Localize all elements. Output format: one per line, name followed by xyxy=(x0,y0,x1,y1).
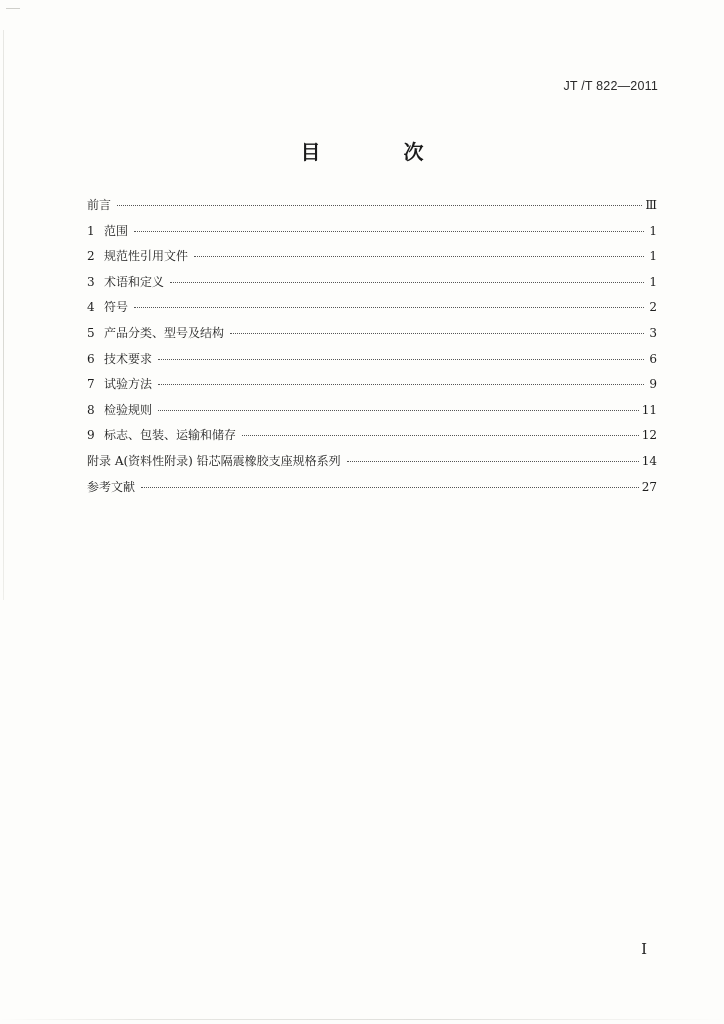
toc-entry-page: 1 xyxy=(649,223,657,238)
toc-entry-number: 7 xyxy=(87,377,95,392)
toc-dot-leader xyxy=(158,359,644,360)
toc-entry-page: 9 xyxy=(649,377,657,392)
toc-dot-leader xyxy=(242,435,639,436)
toc-entry-label: 试验方法 xyxy=(104,377,153,392)
toc-entry-bibliography[interactable] xyxy=(87,478,657,504)
toc-entry-number: 6 xyxy=(87,351,95,366)
toc-dot-leader xyxy=(158,384,644,385)
toc-entry-page: 12 xyxy=(641,428,657,443)
toc-entry-number: 5 xyxy=(87,325,95,340)
toc-entry-number: 1 xyxy=(87,223,95,238)
toc-dot-leader xyxy=(158,410,639,411)
toc-entry-label: 附录 A(资料性附录) 铅芯隔震橡胶支座规格系列 xyxy=(87,453,341,468)
page-number: I xyxy=(641,940,647,958)
toc-entry-number: 3 xyxy=(87,274,95,289)
document-code: JT /T 822—2011 xyxy=(563,79,658,93)
toc-dot-leader xyxy=(141,487,639,488)
toc-entry-label: 范围 xyxy=(104,223,129,238)
toc-entry-label: 检验规则 xyxy=(104,402,153,417)
toc-entry-number: 4 xyxy=(87,300,95,315)
scan-edge-shadow xyxy=(3,30,4,600)
toc-dot-leader xyxy=(194,256,644,257)
toc-entry-marking-packaging[interactable] xyxy=(87,426,657,452)
toc-entry-page: 1 xyxy=(649,274,657,289)
toc-entry-label: 标志、包装、运输和储存 xyxy=(104,428,237,443)
toc-entry-classification[interactable] xyxy=(87,324,657,350)
toc-entry-number: 8 xyxy=(87,402,95,417)
toc-dot-leader xyxy=(347,461,639,462)
toc-entry-number: 9 xyxy=(87,428,95,443)
toc-entry-page: 11 xyxy=(641,402,657,417)
toc-entry-inspection-rules[interactable] xyxy=(87,401,657,427)
toc-entry-label: 技术要求 xyxy=(104,351,153,366)
toc-entry-page: 14 xyxy=(641,453,657,468)
table-of-contents xyxy=(87,196,657,503)
toc-entry-label: 参考文献 xyxy=(87,479,136,494)
toc-entry-label: 规范性引用文件 xyxy=(104,249,189,264)
toc-entry-symbols[interactable] xyxy=(87,298,657,324)
toc-entry-page: 27 xyxy=(641,479,657,494)
toc-entry-label: 前言 xyxy=(87,198,112,212)
toc-entry-terms-definitions[interactable] xyxy=(87,273,657,299)
scan-bottom-shadow xyxy=(0,1019,724,1020)
toc-title: 目 次 xyxy=(300,140,462,164)
toc-entry-appendix-a[interactable] xyxy=(87,452,657,478)
toc-entry-label: 术语和定义 xyxy=(104,274,165,289)
toc-entry-page: 2 xyxy=(649,300,657,315)
toc-entry-page: Ⅲ xyxy=(645,198,657,212)
toc-entry-page: 3 xyxy=(649,325,657,340)
toc-dot-leader xyxy=(230,333,644,334)
toc-entry-normative-references[interactable] xyxy=(87,247,657,273)
toc-entry-test-methods[interactable] xyxy=(87,375,657,401)
toc-entry-preface[interactable] xyxy=(87,196,657,222)
toc-entry-technical-requirements[interactable] xyxy=(87,350,657,376)
toc-entry-scope[interactable] xyxy=(87,222,657,248)
toc-dot-leader xyxy=(134,231,644,232)
toc-entry-label: 符号 xyxy=(104,300,129,315)
scan-corner-mark xyxy=(6,8,20,9)
toc-dot-leader xyxy=(117,205,642,206)
toc-dot-leader xyxy=(134,307,644,308)
toc-entry-label: 产品分类、型号及结构 xyxy=(104,325,225,340)
toc-dot-leader xyxy=(170,282,644,283)
toc-entry-number: 2 xyxy=(87,249,95,264)
toc-entry-page: 1 xyxy=(649,249,657,264)
toc-entry-page: 6 xyxy=(649,351,657,366)
